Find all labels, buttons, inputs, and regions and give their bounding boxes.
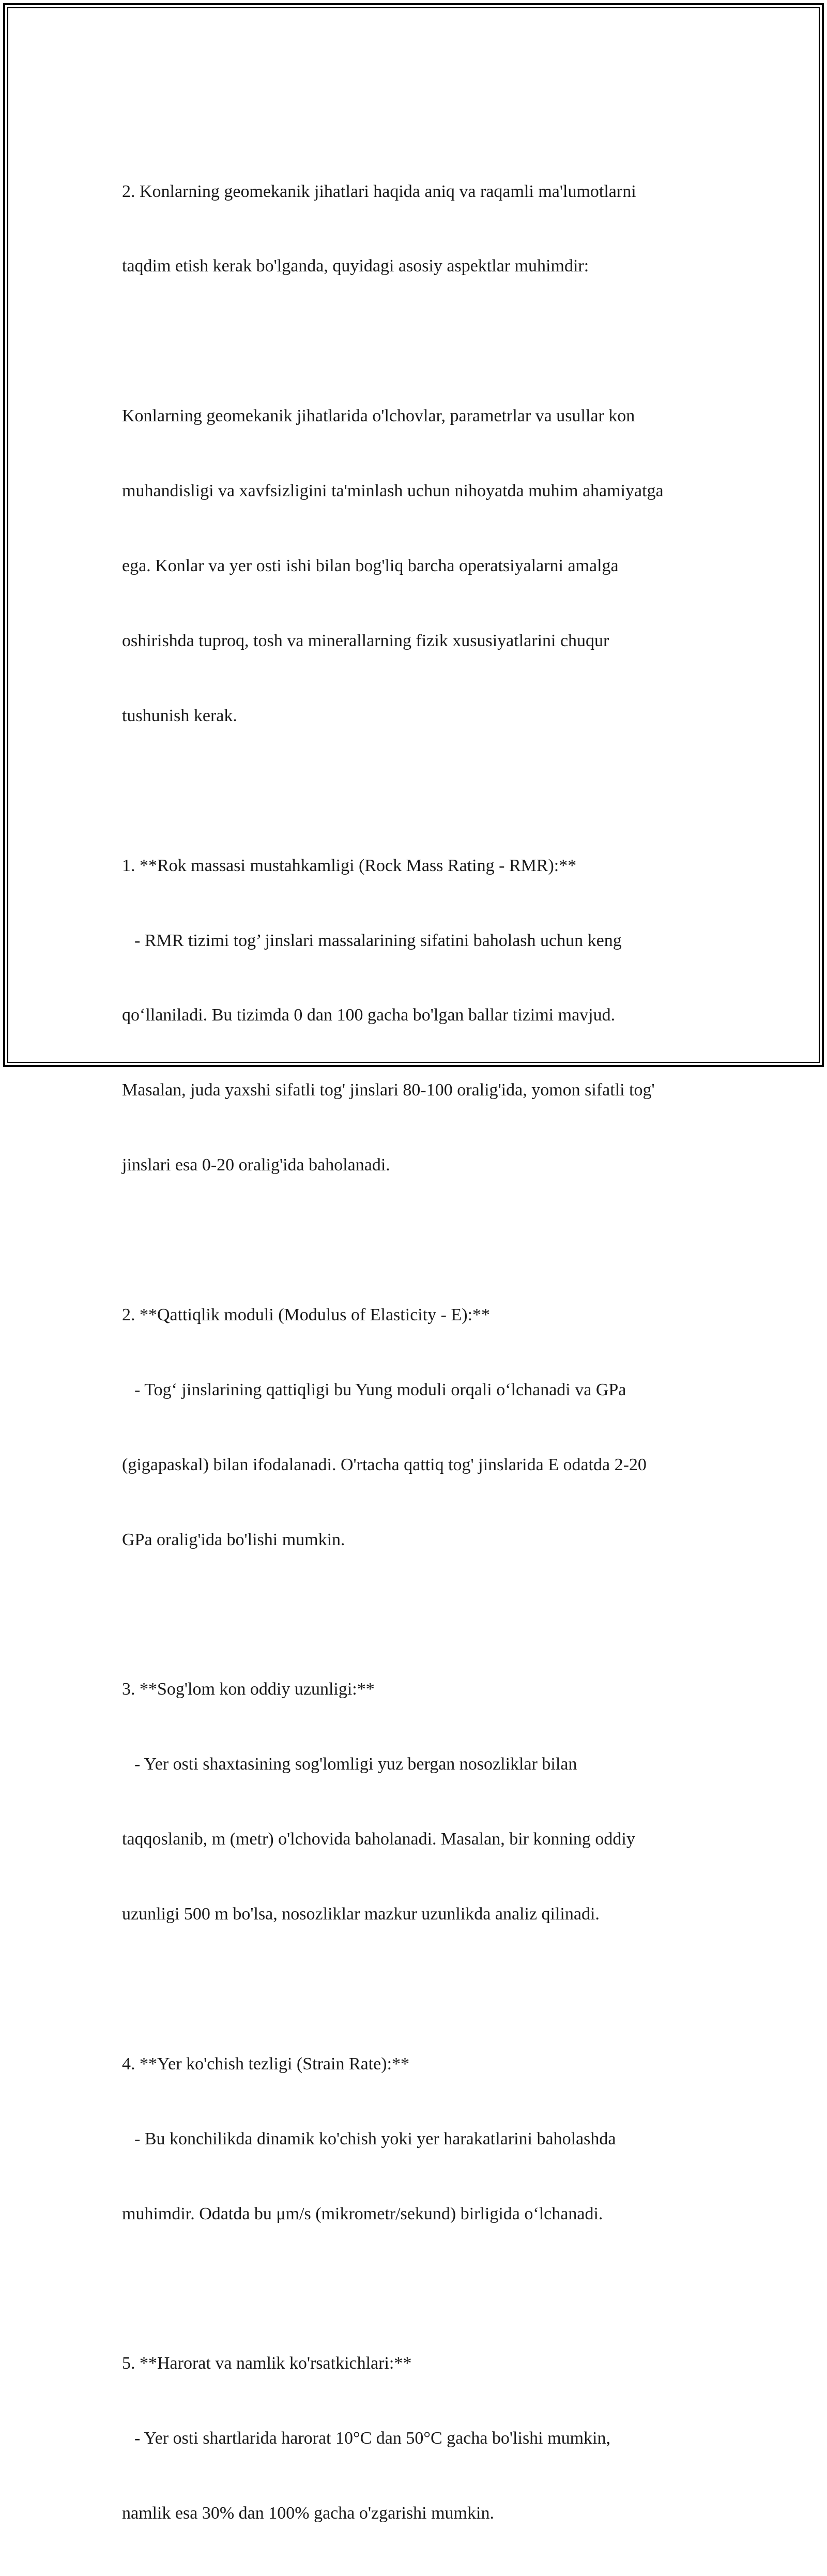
list-item-line: qo‘llaniladi. Bu tizimda 0 dan 100 gacha bo'lgan ballar tizimi mavjud. <box>122 1005 616 1025</box>
list-item-rmr <box>122 803 722 1228</box>
list-item-line: muhimdir. Odatda bu μm/s (mikrometr/sekund) birligida o‘lchanadi. <box>122 2204 603 2223</box>
intro-line: taqdim etish kerak bo'lganda, quyidagi asosiy aspektlar muhimdir: <box>122 256 589 276</box>
paragraph-line: Konlarning geomekanik jihatlarida o'lchovlar, parametrlar va usullar kon <box>122 406 635 426</box>
paragraph-line: muhandisligi va xavfsizligini ta'minlash uchun nihoyatda muhim ahamiyatga <box>122 481 664 501</box>
paragraph-line: ega. Konlar va yer osti ishi bilan bog'liq barcha operatsiyalarni amalga <box>122 556 619 576</box>
list-item-first-line: - Yer osti shartlarida harorat 10°C dan 50°C gacha bo'lishi mumkin, <box>134 2429 610 2448</box>
list-item-strain-rate <box>122 2002 722 2276</box>
intro-paragraph <box>122 129 722 329</box>
list-item-line: jinslari esa 0-20 oralig'ida baholanadi. <box>122 1155 390 1175</box>
list-item-first-line: - RMR tizimi tog’ jinslari massalarining sifatini baholash uchun keng <box>134 931 622 950</box>
list-item-line: namlik esa 30% dan 100% gacha o'zgarishi mumkin. <box>122 2504 494 2523</box>
list-item-line: (gigapaskal) bilan ifodalanadi. O'rtacha qattiq tog' jinslarida E odatda 2-20 <box>122 1455 647 1474</box>
list-item-line: taqqoslanib, m (metr) o'lchovida baholanadi. Masalan, bir konning oddiy <box>122 1830 635 1849</box>
list-item-line: GPa oralig'ida bo'lishi mumkin. <box>122 1530 345 1549</box>
list-item-temperature <box>122 2301 722 2576</box>
intro-line: 2. Konlarning geomekanik jihatlari haqida aniq va raqamli ma'lumotlarni <box>122 181 636 201</box>
list-item-line: Masalan, juda yaxshi sifatli tog' jinslari 80-100 oralig'ida, yomon sifatli tog' <box>122 1080 655 1100</box>
list-item-line: uzunligi 500 m bo'lsa, nosozliklar mazkur uzunlikda analiz qilinadi. <box>122 1904 600 1924</box>
list-item-heading: 3. **Sog'lom kon oddiy uzunligi:** <box>122 1680 375 1699</box>
body-paragraph <box>122 354 722 779</box>
list-item-first-line: - Yer osti shaxtasining sog'lomligi yuz bergan nosozliklar bilan <box>134 1755 577 1774</box>
list-item-first-line: - Tog‘ jinslarining qattiqligi bu Yung moduli orqali o‘lchanadi va GPa <box>134 1380 626 1399</box>
list-item-heading: 2. **Qattiqlik moduli (Modulus of Elasticity - E):** <box>122 1305 491 1324</box>
list-item-first-line: - Bu konchilikda dinamik ko'chish yoki yer harakatlarini baholashda <box>134 2129 616 2148</box>
paragraph-line: oshirishda tuproq, tosh va minerallarning fizik xususiyatlarini chuqur <box>122 631 609 650</box>
list-item-modulus <box>122 1253 722 1602</box>
document-body <box>122 129 722 2576</box>
paragraph-line: tushunish kerak. <box>122 706 237 725</box>
list-item-heading: 5. **Harorat va namlik ko'rsatkichlari:** <box>122 2354 412 2373</box>
list-item-length <box>122 1627 722 1977</box>
list-item-heading: 1. **Rok massasi mustahkamligi (Rock Mass Rating - RMR):** <box>122 856 577 875</box>
list-item-heading: 4. **Yer ko'chish tezligi (Strain Rate):** <box>122 2054 410 2074</box>
